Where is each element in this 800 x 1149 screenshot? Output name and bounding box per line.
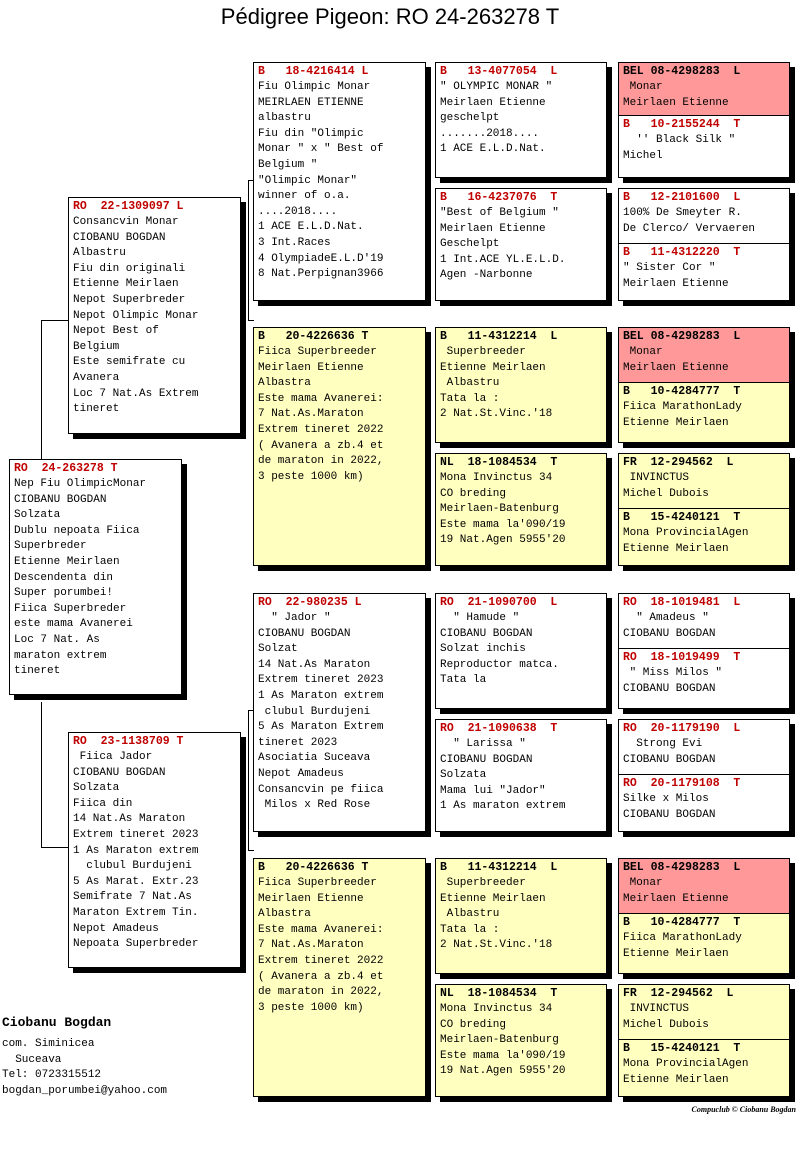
pigeon-description: Mona Invinctus 34 CO breding Meirlaen-Batenburg Este mama la'090/19 19 Nat.Agen 5955'20 — [440, 472, 566, 547]
subject-pigeon-card[interactable] — [9, 459, 182, 695]
great-grandparent-card[interactable] — [435, 858, 607, 974]
grandsire-paternal-card[interactable] — [253, 62, 426, 301]
software-credit: Compuclub © Ciobanu Bogdan — [691, 1105, 796, 1114]
pigeon-description: " OLYMPIC MONAR " Meirlaen Etienne geschelpt .......2018.... 1 ACE E.L.D.Nat. — [440, 81, 553, 156]
g4-lower-cell[interactable] — [619, 1040, 789, 1096]
g4-upper-cell[interactable] — [619, 63, 789, 116]
great-grandparent-card[interactable] — [435, 984, 607, 1097]
ring-number: B 10-4284777 T — [623, 916, 741, 929]
ring-number: RO 21-1090700 L — [440, 596, 558, 609]
ring-number: NL 18-1084534 T — [440, 456, 558, 469]
g4-pair-card[interactable] — [618, 188, 790, 301]
ring-number: RO 22-980235 L — [258, 596, 362, 609]
sire-card[interactable] — [68, 197, 241, 434]
ring-number: B 13-4077054 L — [440, 65, 558, 78]
ring-number: FR 12-294562 L — [623, 456, 734, 469]
pigeon-description: " Sister Cor " Meirlaen Etienne — [623, 262, 729, 290]
pigeon-description: Mona ProvincialAgen Etienne Meirlaen — [623, 527, 749, 555]
g4-pair-card[interactable] — [618, 62, 790, 178]
pigeon-description: Mona Invinctus 34 CO breding Meirlaen-Batenburg Este mama la'090/19 19 Nat.Agen 5955'20 — [440, 1003, 566, 1078]
ring-number: BEL 08-4298283 L — [623, 330, 741, 343]
pigeon-description: INVINCTUS Michel Dubois — [623, 1003, 709, 1031]
great-grandparent-card[interactable] — [435, 719, 607, 832]
pigeon-description: Superbreeder Etienne Meirlaen Albastru Tata la : 2 Nat.St.Vinc.'18 — [440, 346, 553, 421]
dam-card[interactable] — [68, 732, 241, 968]
pigeon-description: Fiica Superbreeder Meirlaen Etienne Albastra Este mama Avanerei: 7 Nat.As.Maraton Extrem tineret 2022 ( Avanera a zb.4 et de maraton in 2022, 3 peste 1000 km) — [258, 877, 384, 1014]
connector-line — [41, 320, 42, 462]
g4-upper-cell[interactable] — [619, 189, 789, 244]
breeder-name: Ciobanu Bogdan — [2, 1015, 112, 1030]
g4-upper-cell[interactable] — [619, 328, 789, 383]
ring-number: RO 21-1090638 T — [440, 722, 558, 735]
pigeon-description: Fiica MarathonLady Etienne Meirlaen — [623, 932, 742, 960]
g4-upper-cell[interactable] — [619, 720, 789, 775]
g4-lower-cell[interactable] — [619, 509, 789, 565]
g4-lower-cell[interactable] — [619, 244, 789, 300]
g4-pair-card[interactable] — [618, 327, 790, 443]
pigeon-description: Monar Meirlaen Etienne — [623, 81, 729, 109]
ring-number: B 10-4284777 T — [623, 385, 741, 398]
g4-lower-cell[interactable] — [619, 383, 789, 442]
pigeon-description: Consancvin Monar CIOBANU BOGDAN Albastru Fiu din originali Etienne Meirlaen Nepot Superbreder Nepot Olimpic Monar Nepot Best of Belgium Este semifrate cu Avanera Loc 7 Nat.As Extrem tineret — [73, 216, 199, 416]
pigeon-description: Mona ProvincialAgen Etienne Meirlaen — [623, 1058, 749, 1086]
g4-lower-cell[interactable] — [619, 914, 789, 973]
connector-line — [248, 850, 254, 851]
ring-number: RO 20-1179190 L — [623, 722, 741, 735]
pigeon-description: 100% De Smeyter R. De Clerco/ Vervaeren — [623, 207, 756, 235]
pigeon-description: Monar Meirlaen Etienne — [623, 877, 729, 905]
ring-number: BEL 08-4298283 L — [623, 65, 741, 78]
pigeon-description: Silke x Milos CIOBANU BOGDAN — [623, 793, 716, 821]
g4-pair-card[interactable] — [618, 453, 790, 566]
ring-number: NL 18-1084534 T — [440, 987, 558, 1000]
great-grandparent-card[interactable] — [435, 593, 607, 709]
ring-number: FR 12-294562 L — [623, 987, 734, 1000]
g4-upper-cell[interactable] — [619, 454, 789, 509]
great-grandparent-card[interactable] — [435, 327, 607, 443]
great-grandparent-card[interactable] — [435, 453, 607, 566]
pigeon-description: Fiica Jador CIOBANU BOGDAN Solzata Fiica din 14 Nat.As Maraton Extrem tineret 2023 1 As Maraton extrem clubul Burdujeni 5 As Marat. Extr.23 Semifrate 7 Nat.As Maraton Extrem Tin. Nepot Amadeus Nepoata Superbreder — [73, 751, 199, 951]
ring-number: RO 18-1019481 L — [623, 596, 741, 609]
pigeon-description: " Hamude " CIOBANU BOGDAN Solzat inchis Reproductor matca. Tata la — [440, 612, 559, 687]
g4-pair-card[interactable] — [618, 719, 790, 832]
g4-lower-cell[interactable] — [619, 116, 789, 177]
ring-number: B 11-4312220 T — [623, 246, 741, 259]
g4-lower-cell[interactable] — [619, 775, 789, 831]
connector-line — [41, 702, 42, 847]
pigeon-description: " Jador " CIOBANU BOGDAN Solzat 14 Nat.As Maraton Extrem tineret 2023 1 As Maraton extrem clubul Burdujeni 5 As Maraton Extrem tineret 2023 Asociatia Suceava Nepot Amadeus Consancvin pe fiica Milos x Red Rose — [258, 612, 384, 812]
pigeon-description: " Amadeus " CIOBANU BOGDAN — [623, 612, 716, 640]
pigeon-description: Fiica Superbreeder Meirlaen Etienne Albastra Este mama Avanerei: 7 Nat.As.Maraton Extrem tineret 2022 ( Avanera a zb.4 et de maraton in 2022, 3 peste 1000 km) — [258, 346, 384, 483]
pigeon-description: '' Black Silk " Michel — [623, 134, 736, 162]
ring-number: B 20-4226636 T — [258, 861, 369, 874]
pigeon-description: " Miss Milos " CIOBANU BOGDAN — [623, 667, 723, 695]
g4-upper-cell[interactable] — [619, 985, 789, 1040]
ring-number: B 11-4312214 L — [440, 861, 558, 874]
ring-number: RO 20-1179108 T — [623, 777, 741, 790]
ring-number: RO 24-263278 T — [14, 462, 118, 475]
great-grandparent-card[interactable] — [435, 188, 607, 301]
ring-number: B 15-4240121 T — [623, 511, 741, 524]
g4-pair-card[interactable] — [618, 984, 790, 1097]
ring-number: B 12-2101600 L — [623, 191, 741, 204]
g4-pair-card[interactable] — [618, 858, 790, 974]
pigeon-description: Monar Meirlaen Etienne — [623, 346, 729, 374]
pigeon-description: Strong Evi CIOBANU BOGDAN — [623, 738, 716, 766]
connector-line — [41, 320, 69, 321]
pigeon-description: Superbreeder Etienne Meirlaen Albastru Tata la : 2 Nat.St.Vinc.'18 — [440, 877, 553, 952]
pigeon-description: " Larissa " CIOBANU BOGDAN Solzata Mama lui "Jador" 1 As maraton extrem — [440, 738, 566, 813]
ring-number: B 10-2155244 T — [623, 118, 741, 131]
pigeon-description: INVINCTUS Michel Dubois — [623, 472, 709, 500]
g4-lower-cell[interactable] — [619, 649, 789, 708]
ring-number: BEL 08-4298283 L — [623, 861, 741, 874]
ring-number: B 20-4226636 T — [258, 330, 369, 343]
pigeon-description: Fiica MarathonLady Etienne Meirlaen — [623, 401, 742, 429]
grandsire-maternal-card[interactable] — [253, 593, 426, 832]
ring-number: B 15-4240121 T — [623, 1042, 741, 1055]
granddam-maternal-card[interactable] — [253, 858, 426, 1097]
great-grandparent-card[interactable] — [435, 62, 607, 178]
ring-number: RO 18-1019499 T — [623, 651, 741, 664]
ring-number: RO 22-1309097 L — [73, 200, 184, 213]
page-title: Pédigree Pigeon: RO 24-263278 T — [220, 4, 560, 29]
pigeon-description: Nep Fiu OlimpicMonar CIOBANU BOGDAN Solzata Dublu nepoata Fiica Superbreder Etienne Meirlaen Descendenta din Super porumbei! Fiica Superbreder este mama Avanerei Loc 7 Nat. As maraton extrem tineret — [14, 478, 147, 678]
g4-upper-cell[interactable] — [619, 859, 789, 914]
pigeon-description: "Best of Belgium " Meirlaen Etienne Geschelpt 1 Int.ACE YL.E.L.D. Agen -Narbonne — [440, 207, 566, 282]
ring-number: B 11-4312214 L — [440, 330, 558, 343]
connector-line — [41, 847, 69, 848]
pigeon-description: Fiu Olimpic Monar MEIRLAEN ETIENNE albastru Fiu din "Olimpic Monar " x " Best of Belgium " "Olimpic Monar" winner of o.a. ....2018.... 1 ACE E.L.D.Nat. 3 Int.Races 4 OlympiadeE.L.D'19 8 Nat.Perpignan3966 — [258, 81, 384, 281]
connector-line — [248, 710, 249, 850]
breeder-contact: com. Siminicea Suceava Tel: 0723315512 bogdan_porumbei@yahoo.com — [2, 1038, 168, 1097]
granddam-paternal-card[interactable] — [253, 327, 426, 566]
g4-upper-cell[interactable] — [619, 594, 789, 649]
g4-pair-card[interactable] — [618, 593, 790, 709]
ring-number: B 18-4216414 L — [258, 65, 369, 78]
connector-line — [248, 180, 249, 320]
ring-number: RO 23-1138709 T — [73, 735, 184, 748]
ring-number: B 16-4237076 T — [440, 191, 558, 204]
connector-line — [248, 320, 254, 321]
